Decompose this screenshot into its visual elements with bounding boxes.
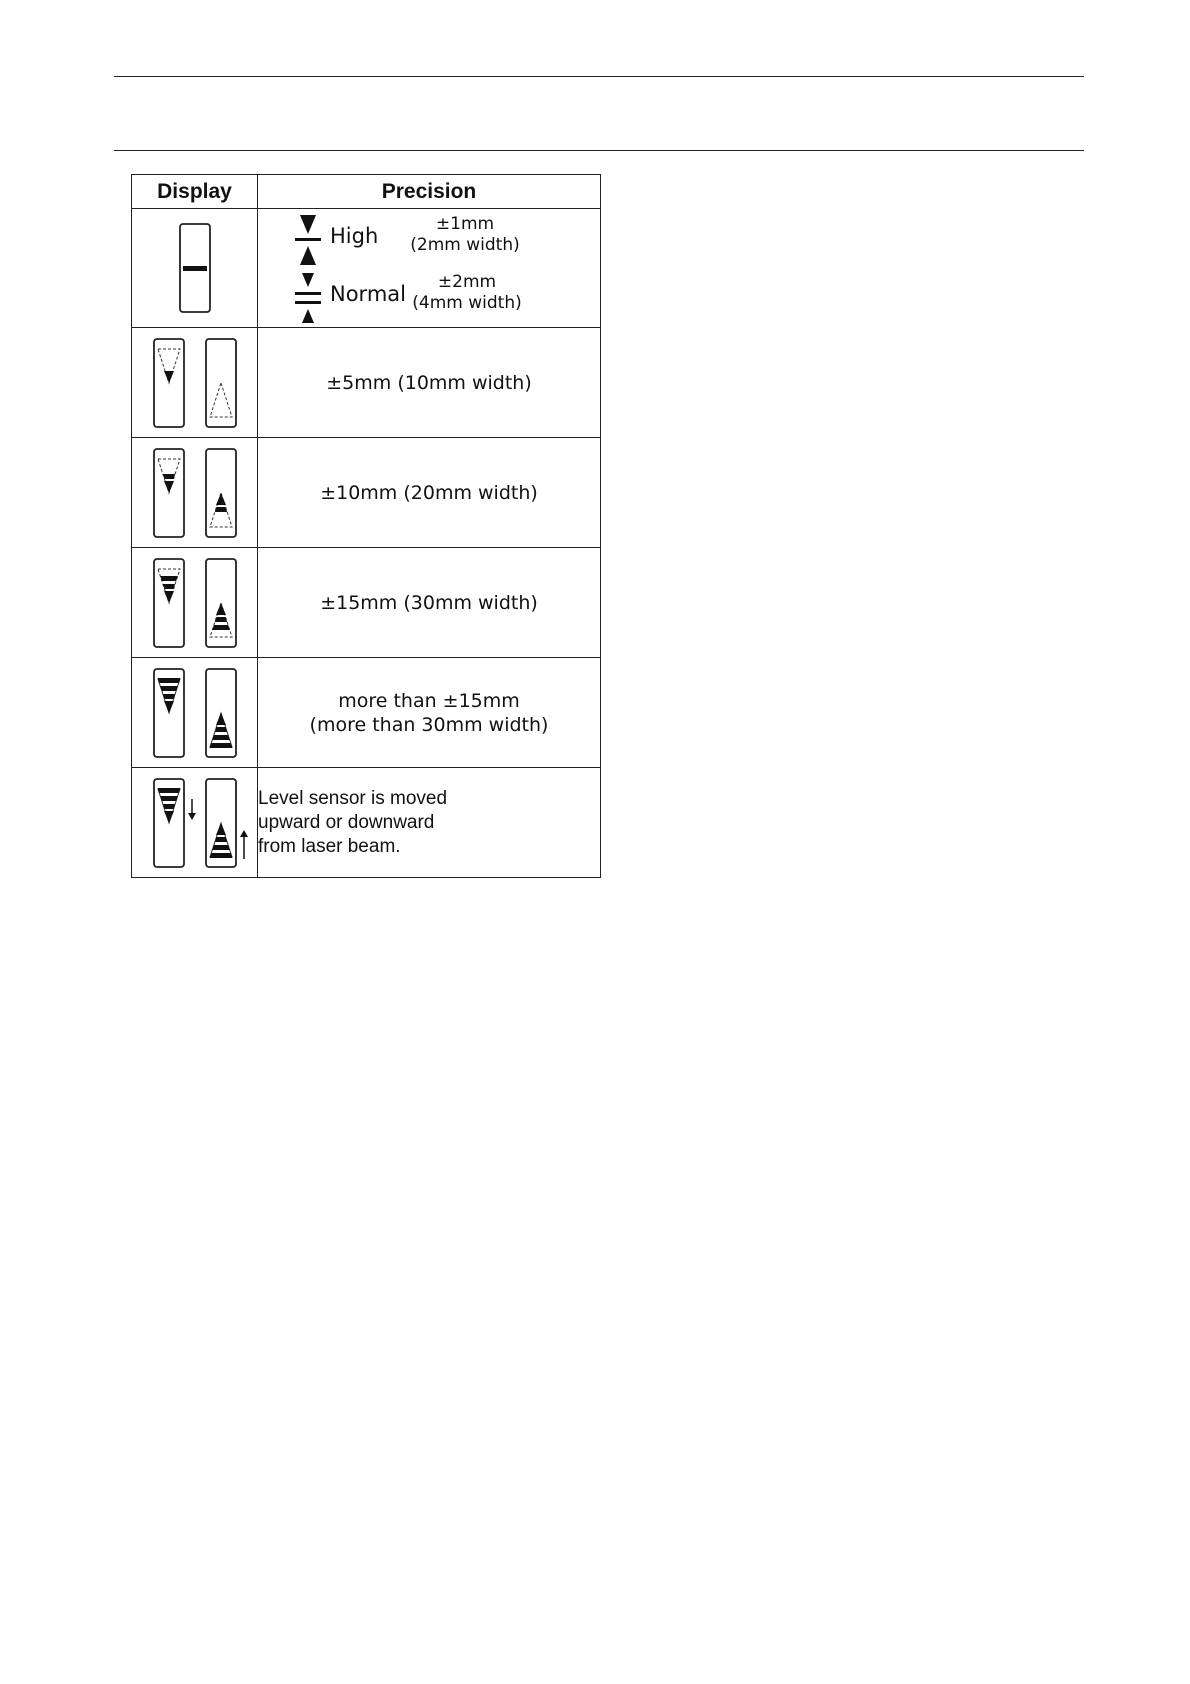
precision-cell xyxy=(258,438,601,548)
option-value: ±2mm xyxy=(437,272,497,292)
precision-cell xyxy=(258,548,601,658)
table-row xyxy=(132,209,601,328)
precision-text: ±10mm (20mm width) xyxy=(320,481,538,504)
high-precision-icon xyxy=(294,215,322,267)
precision-option-high xyxy=(258,210,600,268)
precision-text: ±5mm (10mm width) xyxy=(326,371,532,394)
table-row xyxy=(132,768,601,878)
option-value-block xyxy=(400,214,530,256)
option-value-block xyxy=(400,272,534,314)
option-label: Normal xyxy=(330,282,406,306)
header-precision: Precision xyxy=(258,175,601,209)
option-width: (4mm width) xyxy=(412,293,522,313)
level-bar-icon xyxy=(175,220,215,316)
precision-cell xyxy=(258,658,601,768)
precision-cell xyxy=(258,209,601,328)
precision-cell xyxy=(258,768,601,878)
precision-text: Level sensor is moved xyxy=(258,787,448,809)
display-cell xyxy=(132,209,258,328)
arrows-1-segment-icon xyxy=(140,333,250,433)
precision-text: ±15mm (30mm width) xyxy=(320,591,538,614)
table-header-row xyxy=(132,175,601,209)
arrows-2-segment-icon xyxy=(140,443,250,543)
display-cell xyxy=(132,548,258,658)
table-row xyxy=(132,658,601,768)
arrows-3-segment-icon xyxy=(140,553,250,653)
arrows-4-segment-icon xyxy=(140,663,250,763)
display-cell xyxy=(132,768,258,878)
display-cell xyxy=(132,438,258,548)
option-width: (2mm width) xyxy=(410,235,520,255)
option-value: ±1mm xyxy=(435,214,495,234)
normal-precision-icon xyxy=(294,273,322,325)
table-row xyxy=(132,548,601,658)
header-display: Display xyxy=(132,175,258,209)
table-row xyxy=(132,438,601,548)
display-cell xyxy=(132,328,258,438)
display-cell xyxy=(132,658,258,768)
header-rule-top xyxy=(114,76,1084,77)
header-rule-bottom xyxy=(114,150,1084,151)
precision-cell xyxy=(258,328,601,438)
precision-option-normal xyxy=(258,268,600,326)
option-label: High xyxy=(330,224,379,248)
precision-text: from laser beam. xyxy=(258,835,401,857)
precision-text: upward or downward xyxy=(258,811,435,833)
table-row xyxy=(132,328,601,438)
precision-text: (more than 30mm width) xyxy=(309,713,549,736)
precision-table xyxy=(131,174,601,878)
arrows-moving-icon xyxy=(140,773,250,873)
precision-text: more than ±15mm xyxy=(338,689,520,712)
